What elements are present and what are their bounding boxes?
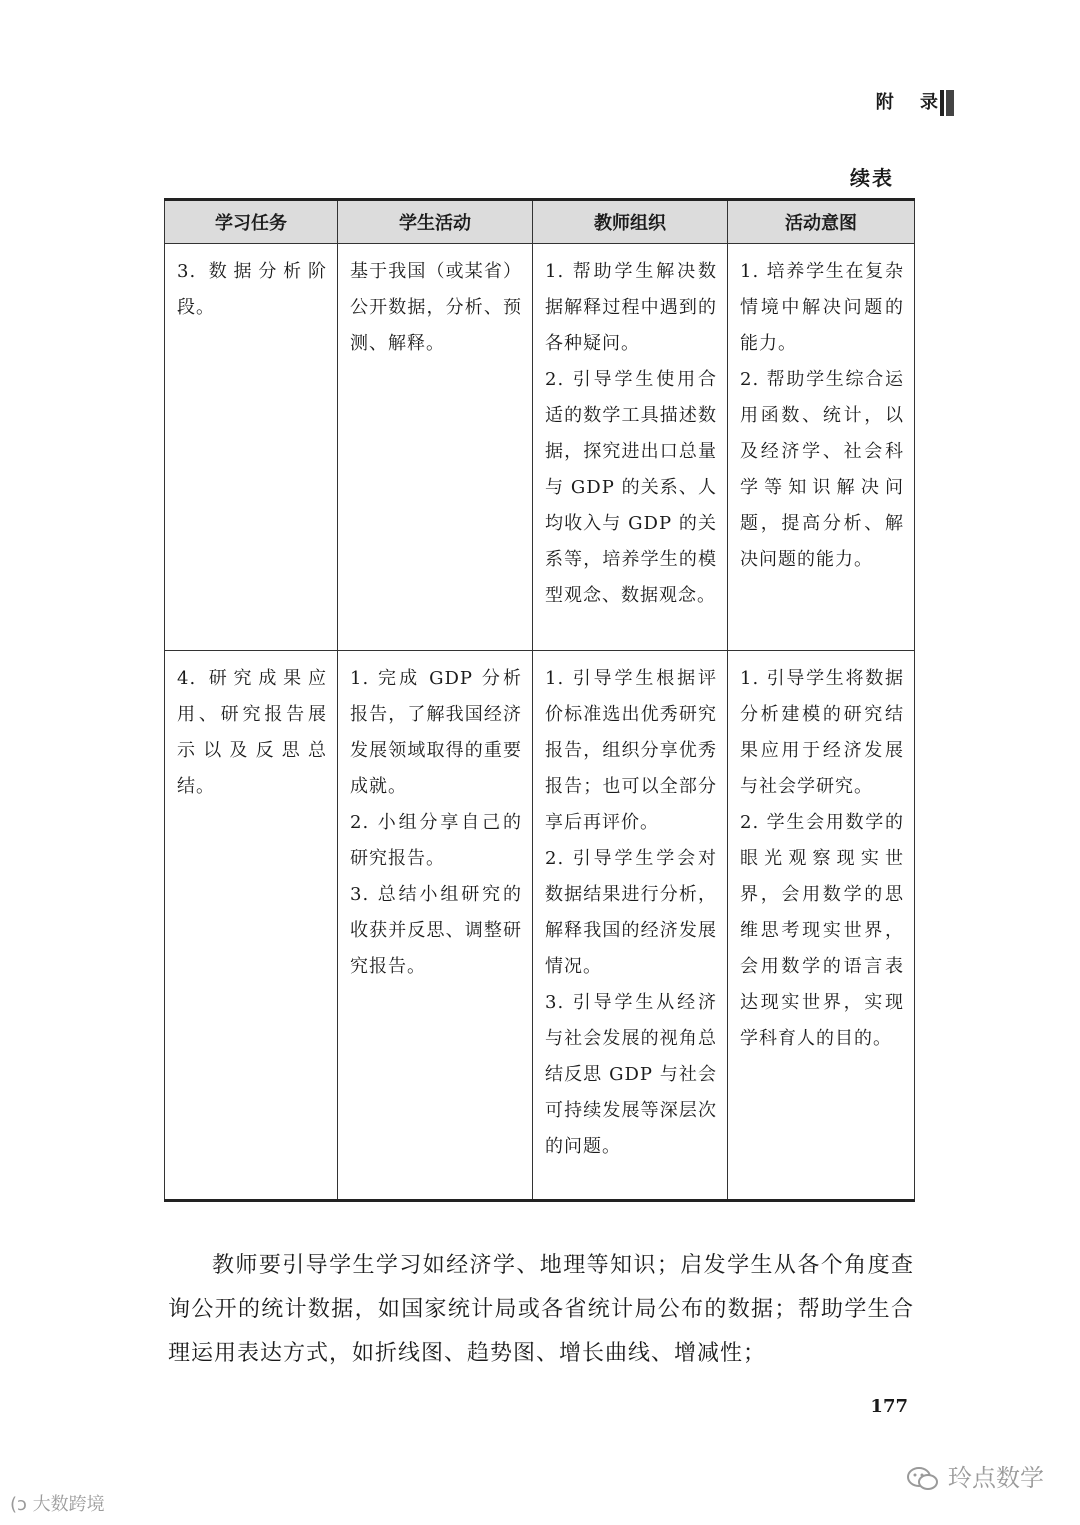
table-cell: 1. 培养学生在复杂情境中解决问题的能力。 2. 帮助学生综合运用函数、统计，以及经济学、社会科学等知识解决问题，提高分析、解决问题的能力。 xyxy=(728,244,915,651)
table-cell: 1. 帮助学生解决数据解释过程中遇到的各种疑问。 2. 引导学生使用合适的数学工具描述数据，探究进出口总量与 GDP 的关系、人均收入与 GDP 的关系等，培养学生的模型观念、数据观念。 xyxy=(533,244,728,651)
column-header: 学生活动 xyxy=(338,200,533,244)
table-cell: 4. 研究成果应用、研究报告展示以及反思总结。 xyxy=(165,651,338,1201)
watermark-left xyxy=(10,1490,105,1516)
table-header-row xyxy=(165,200,915,244)
body-paragraph: 教师要引导学生学习如经济学、地理等知识；启发学生从各个角度查询公开的统计数据，如国家统计局或各省统计局公布的数据；帮助学生合理运用表达方式，如折线图、趋势图、增长曲线、增减性； xyxy=(168,1253,914,1366)
wechat-icon xyxy=(906,1464,948,1492)
table-cell: 3. 数据分析阶段。 xyxy=(165,244,338,651)
continued-label: 续表 xyxy=(850,166,894,190)
table-row xyxy=(165,244,915,651)
table-cell: 基于我国（或某省）公开数据，分析、预测、解释。 xyxy=(338,244,533,651)
table-row xyxy=(165,651,915,1201)
table-cell: 1. 引导学生根据评价标准选出优秀研究报告，组织分享优秀报告；也可以全部分享后再评价。 2. 引导学生学会对数据结果进行分析，解释我国的经济发展情况。 3. 引导学生从经济与社会发展的视角总结反思 GDP 与社会可持续发展等深层次的问题。 xyxy=(533,651,728,1201)
column-header: 学习任务 xyxy=(165,200,338,244)
page-number: 177 xyxy=(870,1396,908,1417)
watermark-right-text: 玲点数学 xyxy=(948,1464,1044,1492)
table-cell: 1. 完成 GDP 分析报告，了解我国经济发展领域取得的重要成就。 2. 小组分享自己的研究报告。 3. 总结小组研究的收获并反思、调整研究报告。 xyxy=(338,651,533,1201)
watermark-logo-icon: (ↄ xyxy=(10,1494,27,1515)
running-head-bar xyxy=(940,90,954,116)
running-head: 附 录 xyxy=(875,92,948,113)
watermark-right xyxy=(906,1458,1044,1493)
column-header: 活动意图 xyxy=(728,200,915,244)
activity-table xyxy=(164,198,915,1202)
watermark-left-text: 大数跨境 xyxy=(32,1494,105,1515)
column-header: 教师组织 xyxy=(533,200,728,244)
table-cell: 1. 引导学生将数据分析建模的研究结果应用于经济发展与社会学研究。 2. 学生会用数学的眼光观察现实世界，会用数学的思维思考现实世界，会用数学的语言表达现实世界，实现学科育人的目的。 xyxy=(728,651,915,1201)
